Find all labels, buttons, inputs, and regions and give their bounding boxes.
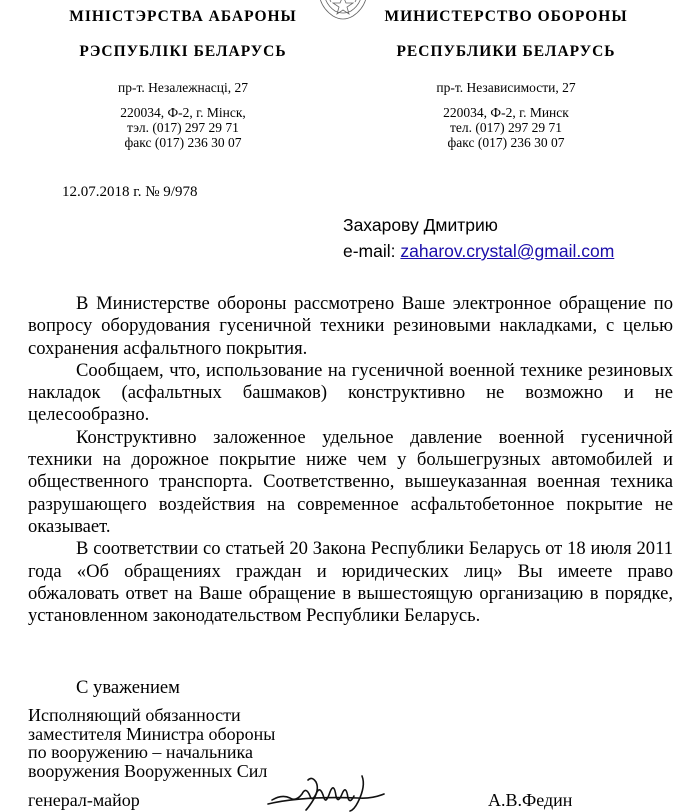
org-name-line2-ru: РЕСПУБЛИКИ БЕЛАРУСЬ: [396, 43, 616, 60]
address-postal-be: 220034, Ф-2, г. Мінск,: [120, 105, 246, 120]
address-postal-ru: 220034, Ф-2, г. Минск: [443, 105, 569, 120]
address-street-be: пр-т. Незалежнасці, 27: [118, 80, 248, 95]
org-name-line1-ru: МИНИСТЕРСТВО ОБОРОНЫ: [384, 8, 628, 25]
body-paragraph: Сообщаем, что, использование на гусеничной военной технике резиновых накладок (асфальтных башмаков) конструктивно не возможно и не целесообразно.: [28, 359, 673, 426]
signatory-title-line: вооружения Вооруженных Сил: [28, 760, 268, 781]
email-label: e-mail:: [343, 241, 396, 261]
fax-be: факс (017) 236 30 07: [124, 135, 242, 150]
signatory-title: [28, 706, 275, 780]
email-link[interactable]: zaharov.crystal@gmail.com: [400, 241, 615, 261]
body-paragraph: Конструктивно заложенное удельное давление военной гусеничной техники на дорожное покрытие ниже чем у большегрузных автомобилей и общественного транспорта. Соответственно, вышеуказанная военная техника разрушающего воздействия на современное асфальтобетонное покрытие не оказывает.: [28, 426, 673, 537]
signatory-title-line: заместителя Министра обороны: [28, 723, 276, 744]
addressee-name: Захарову Дмитрию: [343, 215, 498, 235]
closing-phrase: С уважением: [76, 677, 180, 698]
handwritten-signature-icon: [262, 772, 390, 812]
org-name-line1-be: МІНІСТЭРСТВА АБАРОНЫ: [69, 8, 297, 25]
signatory-rank: генерал-майор: [28, 790, 140, 810]
letter-body: [28, 293, 673, 627]
phone-be: тэл. (017) 297 29 71: [127, 120, 239, 135]
body-paragraph: В Министерстве обороны рассмотрено Ваше электронное обращение по вопросу оборудования гусеничной техники резиновыми накладками, с целью сохранения асфальтного покрытия.: [28, 293, 673, 359]
signatory-title-line: Исполняющий обязанности: [28, 705, 241, 725]
signatory-name: А.В.Федин: [488, 790, 573, 810]
signatory-title-line: по вооружению – начальника: [28, 742, 253, 762]
address-street-ru: пр-т. Независимости, 27: [436, 80, 576, 95]
body-paragraph: В соответствии со статьей 20 Закона Республики Беларусь от 18 июля 2011 года «Об обращениях граждан и юридических лиц» Вы имеете право обжаловать ответ на Ваше обращение в вышестоящую организацию в порядке, установленном законодательством Республики Беларусь.: [28, 538, 673, 627]
phone-ru: тел. (017) 297 29 71: [450, 120, 562, 135]
reference-number: 12.07.2018 г. № 9/978: [62, 184, 198, 200]
addressee-email: [343, 241, 614, 262]
fax-ru: факс (017) 236 30 07: [447, 135, 565, 150]
state-emblem-icon: [315, 0, 371, 24]
org-name-line2-be: РЭСПУБЛІКІ БЕЛАРУСЬ: [79, 43, 287, 60]
